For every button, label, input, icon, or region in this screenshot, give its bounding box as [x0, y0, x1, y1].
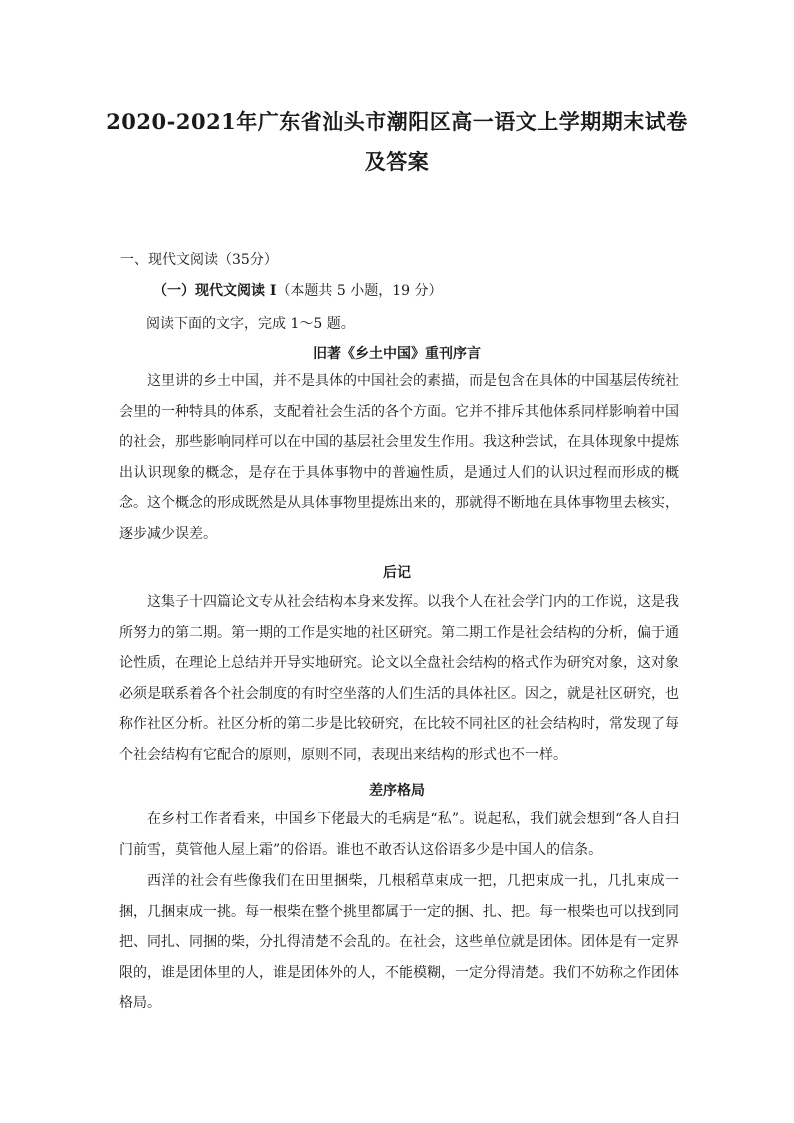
paragraph-preface: 这里讲的乡土中国，并不是具体的中国社会的素描，而是包含在具体的中国基层传统社会里的一种特具的体系，支配着社会生活的各个方面。它并不排斥其他体系同样影响着中国的社会，那些影响同样可以在中国的基层社会里发生作用。我这种尝试，在具体现象中提炼出认识现象的概念，是存在于具体事物中的普遍性质，是通过人们的认识过程而形成的概念。这个概念的形成既然是从具体事物里提炼出来的，那就得不断地在具体事物里去核实，逐步减少误差。 — [119, 373, 679, 542]
paragraph-chaxu-1: 在乡村工作者看来，中国乡下佬最大的毛病是“私”。说起私，我们就会想到“各人自扫门前雪，莫管他人屋上霜”的俗语。谁也不敢否认这俗语多少是中国人的信条。 — [119, 811, 679, 858]
paragraph-chaxu-2: 西洋的社会有些像我们在田里捆柴，几根稻草束成一把，几把束成一扎，几扎束成一捆，几捆束成一挑。每一根柴在整个挑里都属于一定的捆、扎、把。每一根柴也可以找到同把、同扎、同捆的柴，分扎得清楚不会乱的。在社会，这些单位就是团体。团体是有一定界限的，谁是团体里的人，谁是团体外的人，不能模糊，一定分得清楚。我们不妨称之作团体格局。 — [119, 873, 679, 1012]
subsection-heading — [153, 280, 443, 300]
subsection-label: （一）现代文阅读 I — [153, 283, 277, 299]
passage-heading-chaxu: 差序格局 — [369, 783, 425, 799]
passage-heading-preface: 旧著《乡土中国》重刊序言 — [313, 346, 481, 362]
subsection-note: （本题共 5 小题，19 分） — [276, 283, 443, 299]
instruction: 阅读下面的文字，完成 1～5 题。 — [146, 316, 355, 332]
passage-heading-afterword: 后记 — [383, 565, 411, 581]
paragraph-afterword: 这集子十四篇论文专从社会结构本身来发挥。以我个人在社会学门内的工作说，这是我所努力的第二期。第一期的工作是实地的社区研究。第二期工作是社会结构的分析，偏于通论性质，在理论上总结并开导实地研究。论文以全盘社会结构的格式作为研究对象，这对象必须是联系着各个社会制度的有时空坐落的人们生活的具体社区。因之，就是社区研究，也称作社区分析。社区分析的第二步是比较研究，在比较不同社区的社会结构时，常发现了每个社会结构有它配合的原则，原则不同，表现出来结构的形式也不一样。 — [119, 594, 679, 763]
section-heading: 一、现代文阅读（35分） — [120, 252, 278, 268]
document-title-line2: 及答案 — [364, 149, 430, 174]
document-title-line1: 2020-2021年广东省汕头市潮阳区高一语文上学期期末试卷 — [106, 109, 688, 134]
